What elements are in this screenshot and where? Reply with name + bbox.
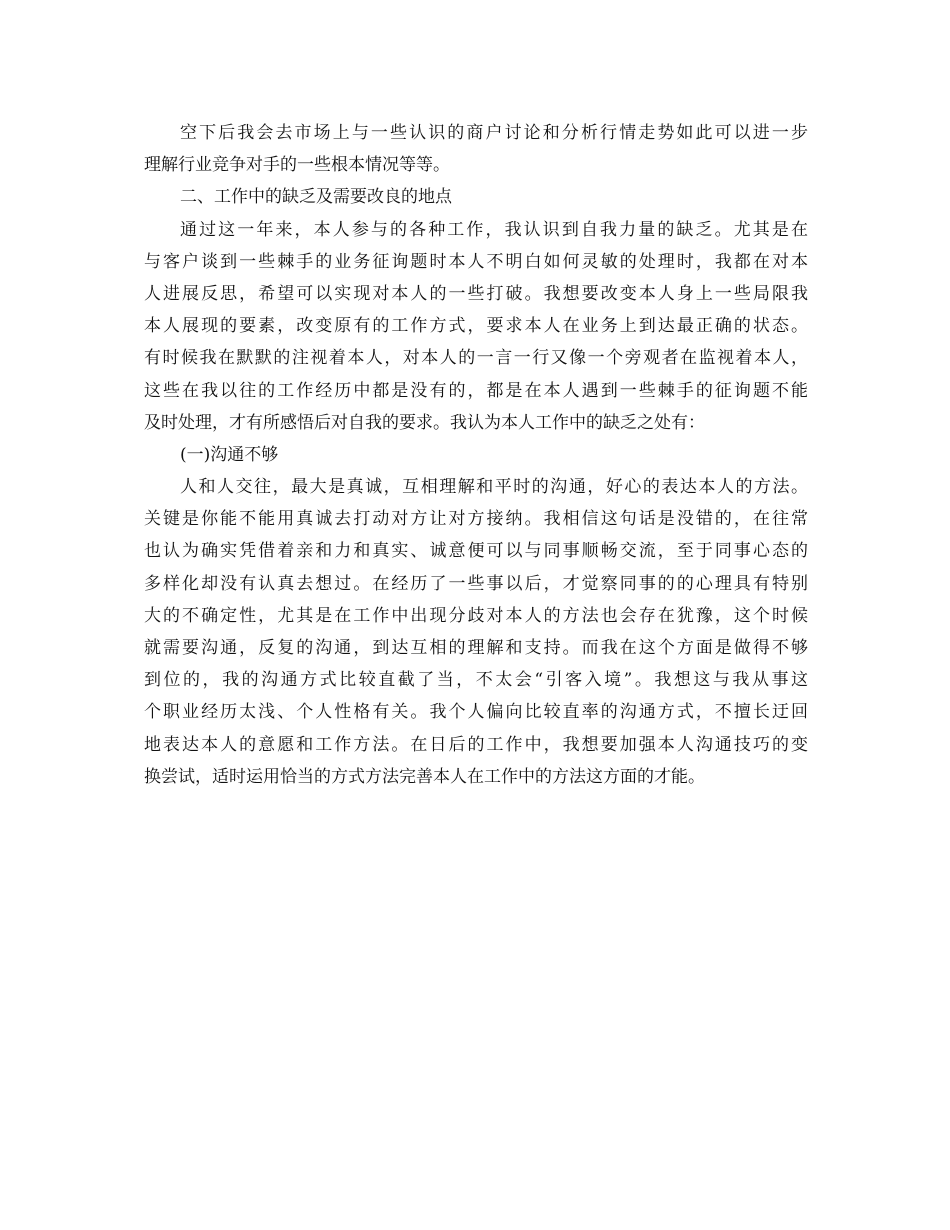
paragraph-line: 人进展反思，希望可以实现对本人的一些打破。我想要改变本人身上一些局限我 [144,283,808,304]
paragraph-line: 通过这一年来，本人参与的各种工作，我认识到自我力量的缺乏。尤其是在 [180,219,808,240]
paragraph-line: 与客户谈到一些棘手的业务征询题时本人不明白如何灵敏的处理时，我都在对本 [144,251,808,272]
document-body [144,117,808,793]
paragraph-line: 多样化却没有认真去想过。在经历了一些事以后，才觉察同事的的心理具有特别 [144,573,808,594]
paragraph-line: 空下后我会去市场上与一些认识的商户讨论和分析行情走势如此可以进一步 [180,123,808,143]
paragraph-line: 有时候我在默默的注视着本人，对本人的一言一行又像一个旁观者在监视着本人， [144,348,808,369]
subsection-heading: (一)沟通不够 [180,444,279,465]
paragraph-line: 这些在我以往的工作经历中都是没有的，都是在本人遇到一些棘手的征询题不能 [144,380,808,401]
section-heading: 二、工作中的缺乏及需要改良的地点 [180,187,452,208]
paragraph-line: 本人展现的要素，改变原有的工作方式，要求本人在业务上到达最正确的状态。 [144,316,808,337]
paragraph-line: 就需要沟通，反复的沟通，到达互相的理解和支持。而我在这个方面是做得不够 [144,638,808,658]
paragraph-line: 及时处理，才有所感悟后对自我的要求。我认为本人工作中的缺乏之处有： [144,412,705,433]
paragraph-line: 换尝试，适时运用恰当的方式方法完善本人在工作中的方法这方面的才能。 [144,766,705,787]
paragraph-line: 个职业经历太浅、个人性格有关。我个人偏向比较直率的沟通方式，不擅长迂回 [144,702,808,723]
paragraph-line: 地表达本人的意愿和工作方法。在日后的工作中，我想要加强本人沟通技巧的变 [144,734,808,755]
paragraph-line: 到位的，我的沟通方式比较直截了当，不太会“引客入境”。我想这与我从事这 [144,670,808,691]
paragraph-line: 理解行业竞争对手的一些根本情况等等。 [144,155,450,176]
paragraph-line: 人和人交往，最大是真诚，互相理解和平时的沟通，好心的表达本人的方法。 [180,477,808,498]
paragraph-line: 也认为确实凭借着亲和力和真实、诚意便可以与同事顺畅交流，至于同事心态的 [144,541,808,562]
paragraph-line: 关键是你能不能用真诚去打动对方让对方接纳。我相信这句话是没错的，在往常 [144,509,808,530]
paragraph-line: 大的不确定性，尤其是在工作中出现分歧对本人的方法也会存在犹豫，这个时候 [144,605,808,626]
